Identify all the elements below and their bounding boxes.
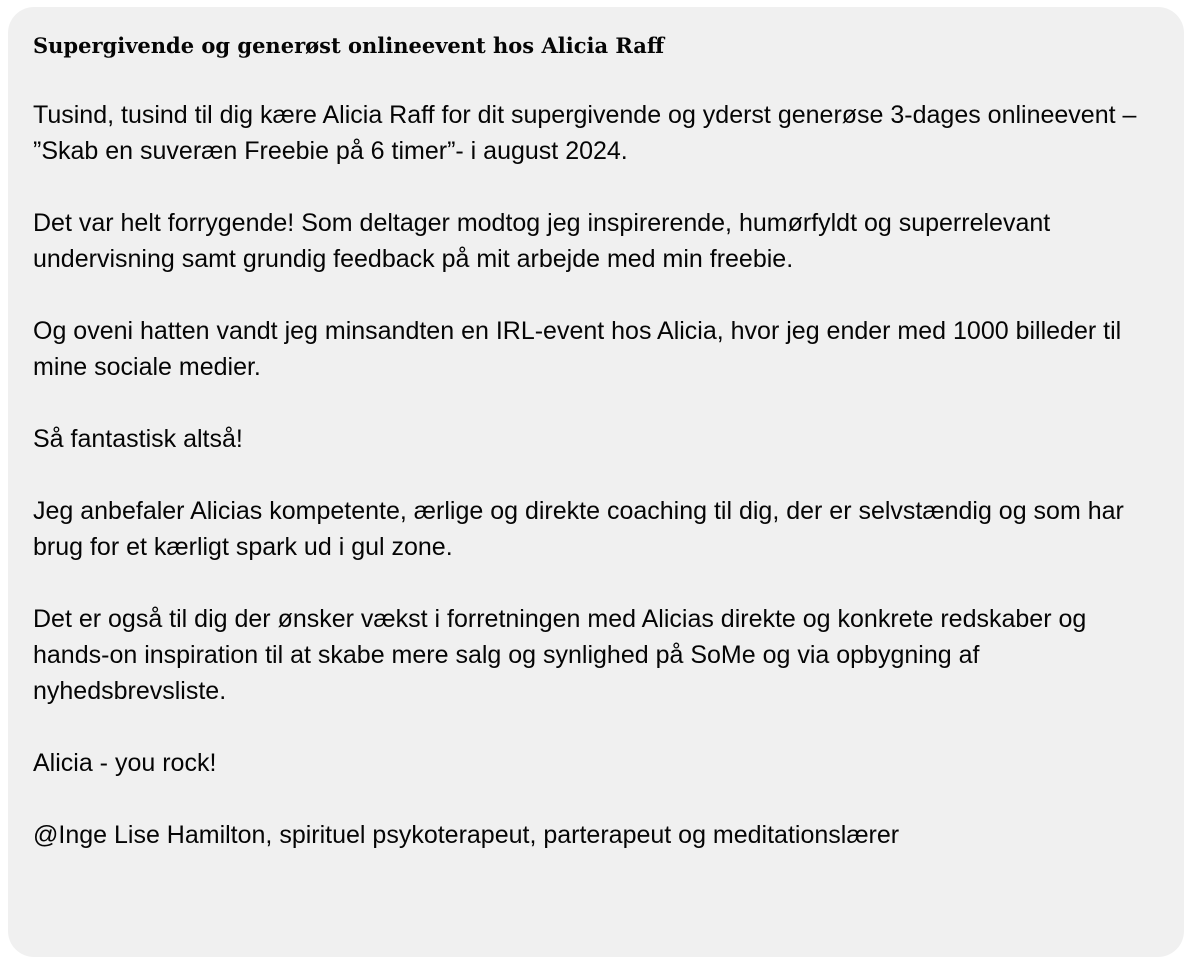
paragraph-exclamation: Så fantastisk altså! [33, 425, 243, 453]
paragraph-closing: Alicia - you rock! [33, 749, 217, 777]
paragraph-recommendation: Jeg anbefaler Alicias kompetente, ærlige og direkte coaching til dig, der er selvstændig og som har brug for et kærligt spark ud i gul zone. [33, 497, 1124, 561]
paragraph-thanks: Tusind, tusind til dig kære Alicia Raff for dit supergivende og yderst generøse 3-dages onlineevent – ”Skab en suveræn Freebie på 6 timer”- i august 2024. [33, 101, 1137, 165]
author-signature: @Inge Lise Hamilton, spirituel psykoterapeut, parterapeut og meditationslærer [33, 821, 900, 849]
post-title: Supergivende og generøst onlineevent hos Alicia Raff [33, 33, 665, 58]
paragraph-growth: Det er også til dig der ønsker vækst i forretningen med Alicias direkte og konkrete redskaber og hands-on inspiration til at skabe mere salg og synlighed på SoMe og via opbygning af nyhedsbrevsliste. [33, 605, 1087, 705]
paragraph-prize: Og oveni hatten vandt jeg minsandten en IRL-event hos Alicia, hvor jeg ender med 1000 billeder til mine sociale medier. [33, 317, 1122, 381]
message-bubble [8, 7, 1184, 957]
paragraph-experience: Det var helt forrygende! Som deltager modtog jeg inspirerende, humørfyldt og superrelevant undervisning samt grundig feedback på mit arbejde med min freebie. [33, 209, 1051, 273]
